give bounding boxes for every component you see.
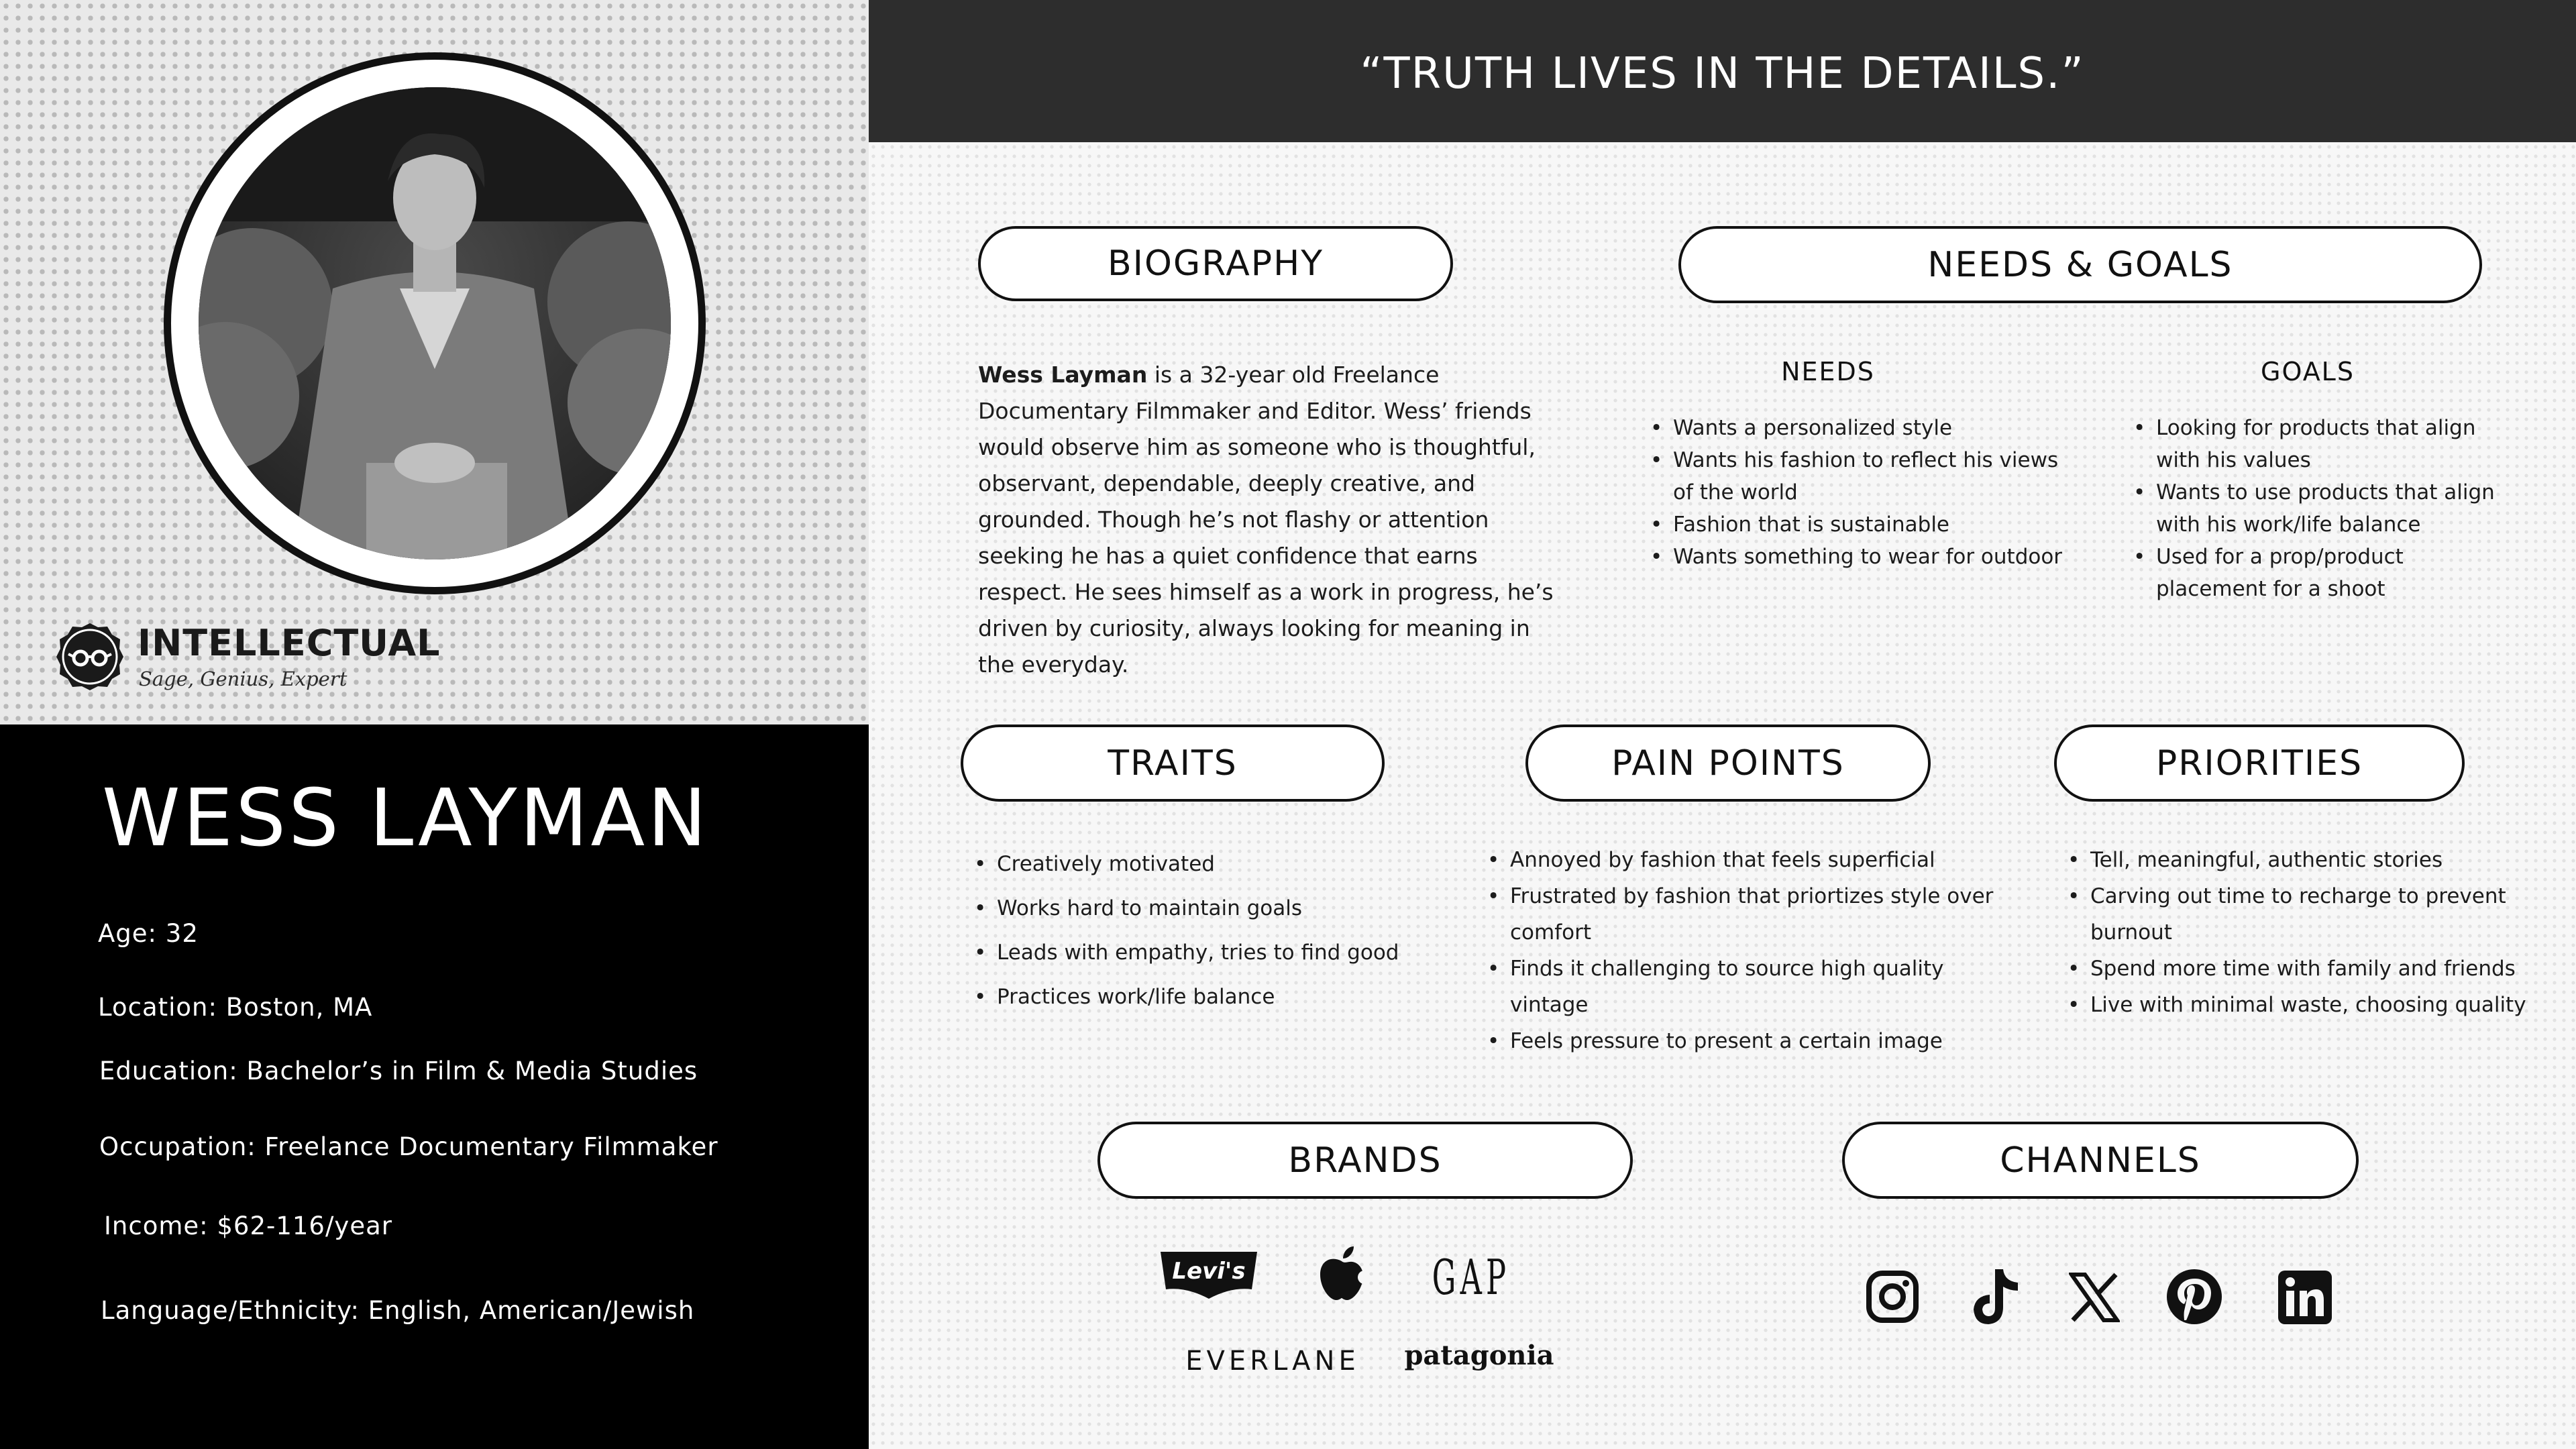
language-text: Language/Ethnicity: English, American/Jewish [101, 1296, 695, 1325]
patagonia-logo: patagonia [1404, 1339, 1554, 1371]
glasses-badge-icon [54, 621, 126, 693]
gap-logo: GAP [1432, 1249, 1511, 1305]
biography-name: Wess Layman [978, 362, 1148, 388]
income-text: Income: $62-116/year [104, 1212, 392, 1240]
tiktok-icon[interactable] [1970, 1267, 2023, 1327]
pain-points-list [1486, 842, 1996, 1059]
biography-text [978, 357, 1568, 683]
quote-text: “TRUTH LIVES IN THE DETAILS.” [1360, 49, 2085, 99]
persona-photo [199, 87, 671, 559]
list-item: • Wants something to wear for outdoor [1649, 541, 2065, 573]
channels-heading: CHANNELS [1842, 1122, 2359, 1199]
list-item: • Tell, meaningful, authentic stories [2066, 842, 2536, 878]
instagram-icon[interactable] [1865, 1269, 1920, 1324]
biography-heading: BIOGRAPHY [978, 226, 1453, 301]
archetype-title: INTELLECTUAL [138, 622, 441, 664]
education-text: Education: Bachelor’s in Film & Media Studies [99, 1057, 698, 1085]
list-item: • Fashion that is sustainable [1649, 508, 2065, 541]
needs-goals-heading: NEEDS & GOALS [1678, 226, 2482, 303]
levis-logo [1158, 1249, 1260, 1301]
list-item: • Leads with empathy, tries to find good [973, 930, 1456, 975]
archetype-subtitle: Sage, Genius, Expert [139, 667, 347, 690]
persona-name: WESS LAYMAN [102, 771, 710, 864]
list-item: • Finds it challenging to source high quality vintage [1486, 951, 1996, 1023]
list-item: • Frustrated by fashion that priortizes style over comfort [1486, 878, 1996, 951]
needs-label: NEEDS [1781, 357, 1875, 386]
traits-heading: TRAITS [961, 724, 1385, 802]
list-item: • Practices work/life balance [973, 975, 1456, 1019]
x-icon[interactable] [2069, 1272, 2120, 1323]
traits-list [973, 842, 1456, 1019]
priorities-heading: PRIORITIES [2054, 724, 2465, 802]
everlane-logo: EVERLANE [1185, 1346, 1360, 1377]
biography-body: is a 32-year old Freelance Documentary Filmmaker and Editor. Wess’ friends would observe him as someone who is thoughtful, observant, dependable, deeply creative, and grounded. Though he’s not flashy or attention seeking he has a quiet confidence that earns respect. He sees himself as a work in progress, he’s driven by curiosity, always looking for meaning in the everyday. [978, 362, 1554, 678]
list-item: • Live with minimal waste, choosing quality [2066, 987, 2536, 1023]
goals-label: GOALS [2261, 357, 2355, 386]
apple-logo [1315, 1242, 1368, 1303]
list-item: • Annoyed by fashion that feels superficial [1486, 842, 1996, 878]
age-text: Age: 32 [98, 919, 199, 948]
list-item: • Feels pressure to present a certain image [1486, 1023, 1996, 1059]
brands-heading: BRANDS [1097, 1122, 1633, 1199]
occupation-text: Occupation: Freelance Documentary Filmmaker [99, 1132, 718, 1161]
location-text: Location: Boston, MA [98, 993, 373, 1022]
list-item: • Used for a prop/product placement for a shoot [2132, 541, 2508, 605]
list-item: • Works hard to maintain goals [973, 886, 1456, 930]
goals-list [2132, 412, 2508, 605]
list-item: • Carving out time to recharge to prevent burnout [2066, 878, 2536, 951]
pain-points-heading: PAIN POINTS [1525, 724, 1931, 802]
list-item: • Looking for products that align with his values [2132, 412, 2508, 476]
list-item: • Wants a personalized style [1649, 412, 2065, 444]
levis-logo-text: Levi's [1172, 1258, 1246, 1285]
list-item: • Wants to use products that align with his work/life balance [2132, 476, 2508, 541]
linkedin-icon[interactable] [2278, 1271, 2332, 1324]
priorities-list [2066, 842, 2536, 1023]
list-item: • Spend more time with family and friends [2066, 951, 2536, 987]
pinterest-icon[interactable] [2165, 1268, 2223, 1326]
needs-list [1649, 412, 2065, 573]
list-item: • Wants his fashion to reflect his views of the world [1649, 444, 2065, 508]
list-item: • Creatively motivated [973, 842, 1456, 886]
